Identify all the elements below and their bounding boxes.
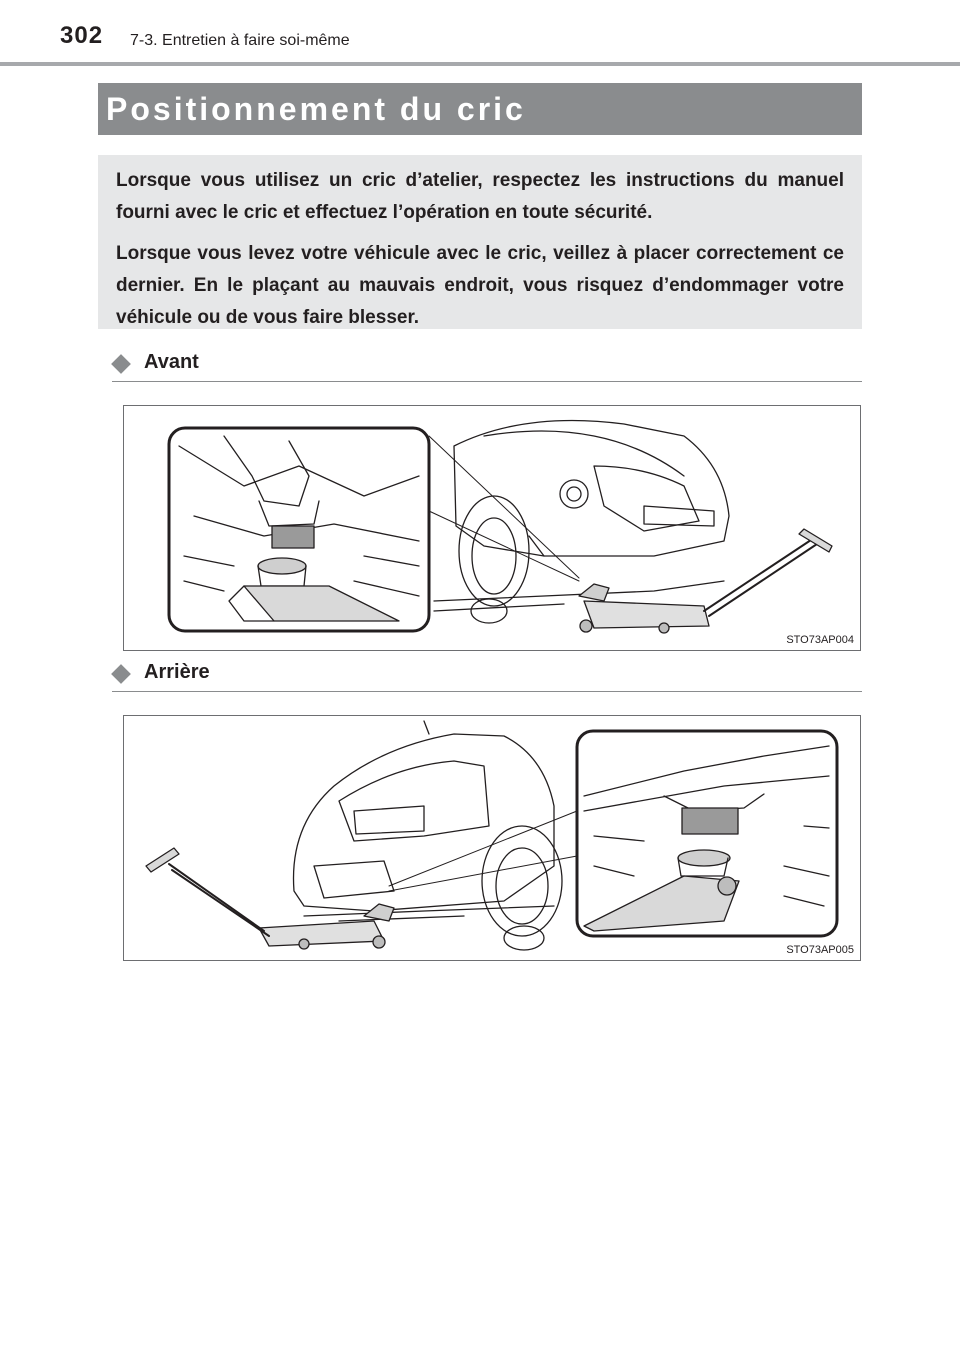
header-rule bbox=[0, 62, 960, 66]
rear-jack-illustration bbox=[124, 716, 861, 961]
subheading-front-label: Avant bbox=[144, 351, 199, 373]
intro-paragraph-1: Lorsque vous utilisez un cric d’atelier, respectez les instructions du manuel fourni avec le cric et effectuez l’opération en toute sécurité. bbox=[116, 170, 844, 223]
section-reference: 7-3. Entretien à faire soi-même bbox=[130, 32, 350, 49]
figure-code-rear: STO73AP005 bbox=[786, 944, 854, 956]
page-number: 302 bbox=[60, 22, 104, 49]
title-bar bbox=[98, 83, 862, 135]
subheading-rear-label: Arrière bbox=[144, 661, 210, 683]
intro-box bbox=[98, 155, 862, 329]
subheading-front bbox=[112, 351, 862, 382]
intro-paragraph-2: Lorsque vous levez votre véhicule avec le cric, veillez à placer correctement ce dernier. En le plaçant au mauvais endroit, vous risquez d’endommager votre véhicule ou de vous faire blesser. bbox=[116, 243, 844, 328]
page-title: Positionnement du cric bbox=[106, 91, 526, 127]
front-jack-illustration bbox=[124, 406, 861, 651]
subheading-rear bbox=[112, 661, 862, 692]
figure-front-jack-point bbox=[123, 405, 861, 651]
diamond-bullet-icon bbox=[111, 664, 131, 684]
figure-code-front: STO73AP004 bbox=[786, 634, 854, 646]
diamond-bullet-icon bbox=[111, 354, 131, 374]
figure-rear-jack-point bbox=[123, 715, 861, 961]
